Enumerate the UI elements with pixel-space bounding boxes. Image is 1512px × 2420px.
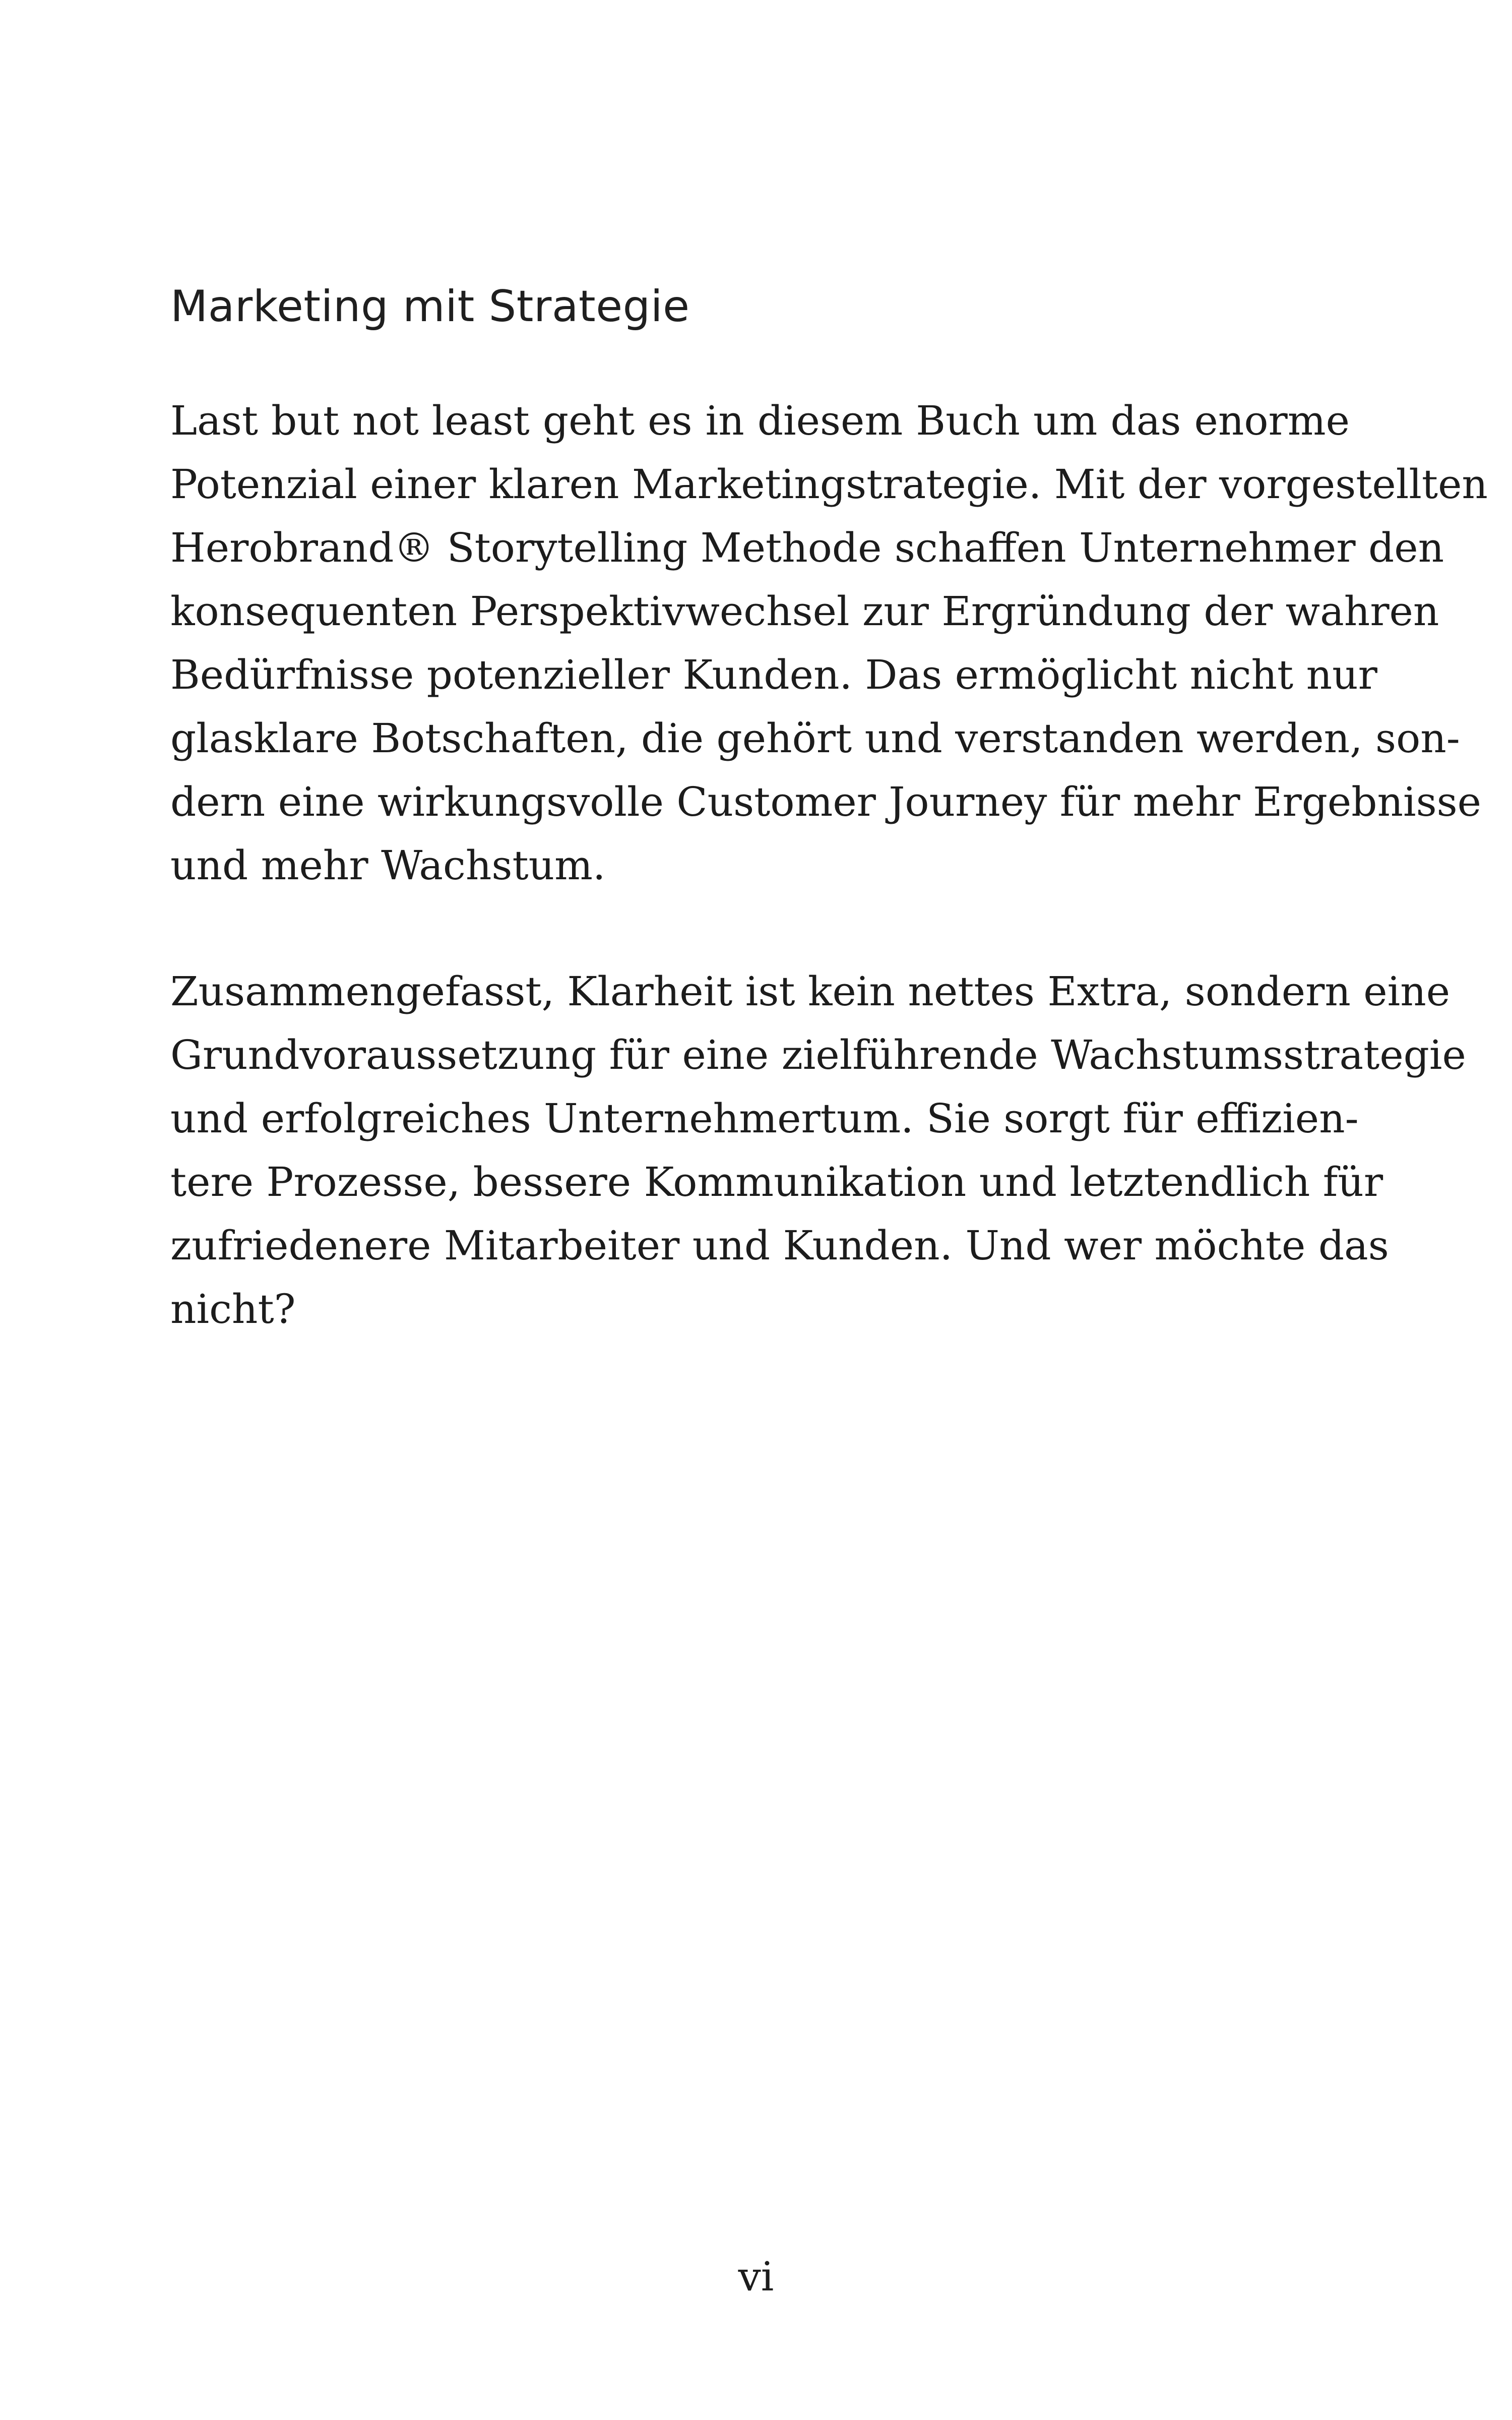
paragraph-line: Last but not least geht es in diesem Buch um das enorme [170, 397, 1350, 444]
paragraph-line: Potenzial einer klaren Marketingstrategie. Mit der vorgestellten [170, 461, 1488, 508]
paragraph-line: und mehr Wachstum. [170, 842, 606, 889]
page-number: vi [738, 2253, 774, 2300]
paragraph-line: dern eine wirkungsvolle Customer Journey für mehr Ergebnisse [170, 778, 1482, 825]
paragraph-line: Bedürfnisse potenzieller Kunden. Das ermöglicht nicht nur [170, 651, 1377, 698]
paragraph-line: zufriedenere Mitarbeiter und Kunden. Und wer möchte das [170, 1222, 1389, 1269]
paragraph-line: Herobrand® Storytelling Methode schaffen Unternehmer den [170, 524, 1444, 571]
paragraph-line: Grundvoraussetzung für eine zielführende Wachstumsstrategie [170, 1032, 1466, 1078]
paragraph-line: tere Prozesse, bessere Kommunikation und letztendlich für [170, 1159, 1383, 1205]
paragraph-1 [170, 389, 1488, 897]
paragraph-line: und erfolgreiches Unternehmertum. Sie sorgt für effizien- [170, 1095, 1359, 1142]
paragraph-line: nicht? [170, 1286, 296, 1333]
paragraph-line: konsequenten Perspektivwechsel zur Ergründung der wahren [170, 588, 1439, 635]
paragraph-line: glasklare Botschaften, die gehört und verstanden werden, son- [170, 715, 1460, 762]
paragraph-2 [170, 960, 1466, 1341]
section-heading: Marketing mit Strategie [170, 281, 690, 332]
paragraph-line: Zusammengefasst, Klarheit ist kein nettes Extra, sondern eine [170, 968, 1451, 1015]
